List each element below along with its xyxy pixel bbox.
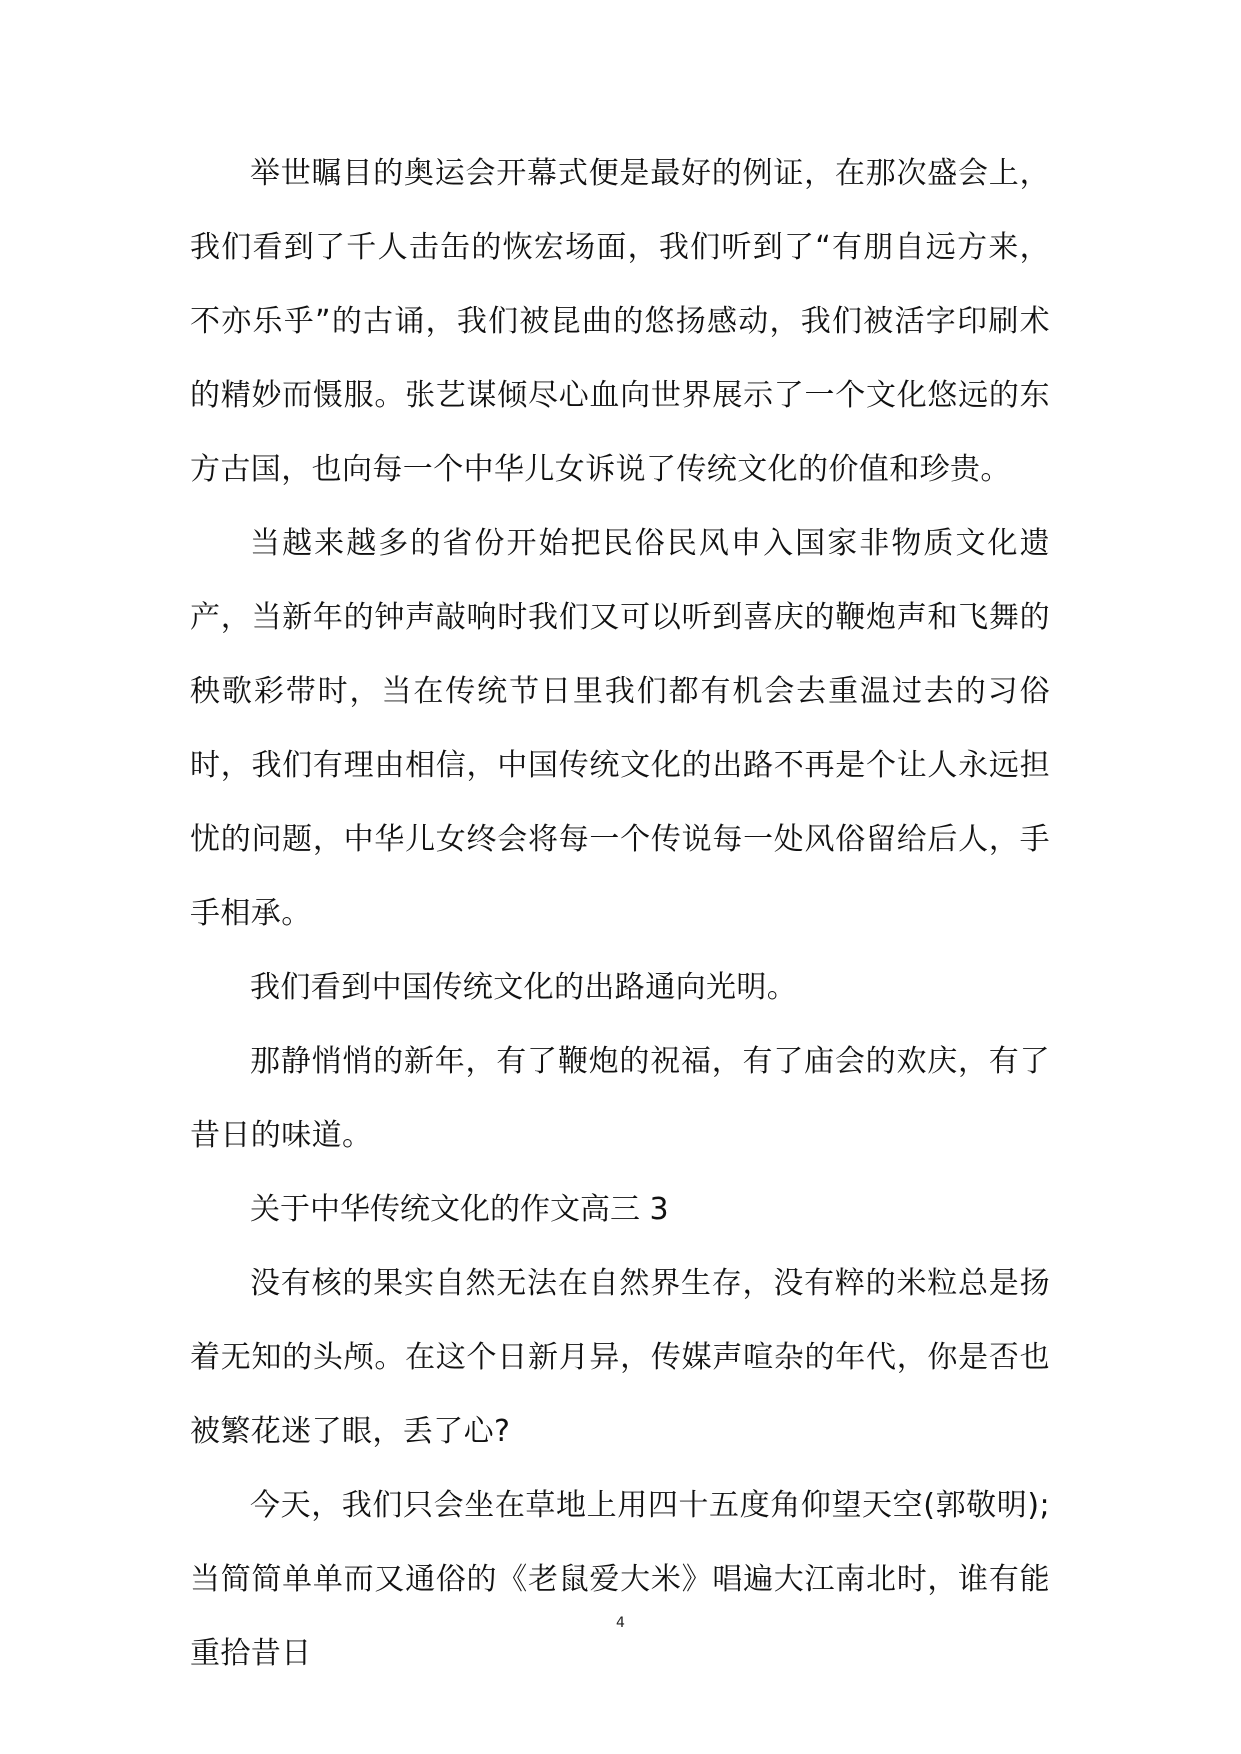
section-heading: 关于中华传统文化的作文高三 3 — [250, 1192, 669, 1227]
paragraph-bright-future: 我们看到中国传统文化的出路通向光明。 — [250, 970, 798, 1005]
paragraph-new-year: 那静悄悄的新年，有了鞭炮的祝福，有了庙会的欢庆，有了昔日的味道。 — [190, 1044, 1050, 1153]
paragraph-folk-customs: 当越来越多的省份开始把民俗民风申入国家非物质文化遗产，当新年的钟声敲响时我们又可以听到喜庆的鞭炮声和飞舞的秧歌彩带时，当在传统节日里我们都有机会去重温过去的习俗时，我们有理由相信，中国传统文化的出路不再是个让人永远担忧的问题，中华儿女终会将每一个传说每一处风俗留给后人，手手相承。 — [190, 526, 1050, 931]
paragraph-today: 今天，我们只会坐在草地上用四十五度角仰望天空(郭敬明);当简简单单而又通俗的《老鼠爱大米》唱遍大江南北时，谁有能重拾昔日 — [190, 1488, 1050, 1671]
paragraph-olympics: 举世瞩目的奥运会开幕式便是最好的例证，在那次盛会上，我们看到了千人击缶的恢宏场面，我们听到了“有朋自远方来，不亦乐乎”的古诵，我们被昆曲的悠扬感动，我们被活字印刷术的精妙而慑服。张艺谋倾尽心血向世界展示了一个文化悠远的东方古国，也向每一个中华儿女诉说了传统文化的价值和珍贵。 — [190, 156, 1050, 487]
document-body — [190, 137, 1050, 1691]
paragraph-fruit-core: 没有核的果实自然无法在自然界生存，没有粹的米粒总是扬着无知的头颅。在这个日新月异，传媒声喧杂的年代，你是否也被繁花迷了眼，丢了心? — [190, 1266, 1050, 1449]
page-number: 4 — [616, 1615, 625, 1631]
